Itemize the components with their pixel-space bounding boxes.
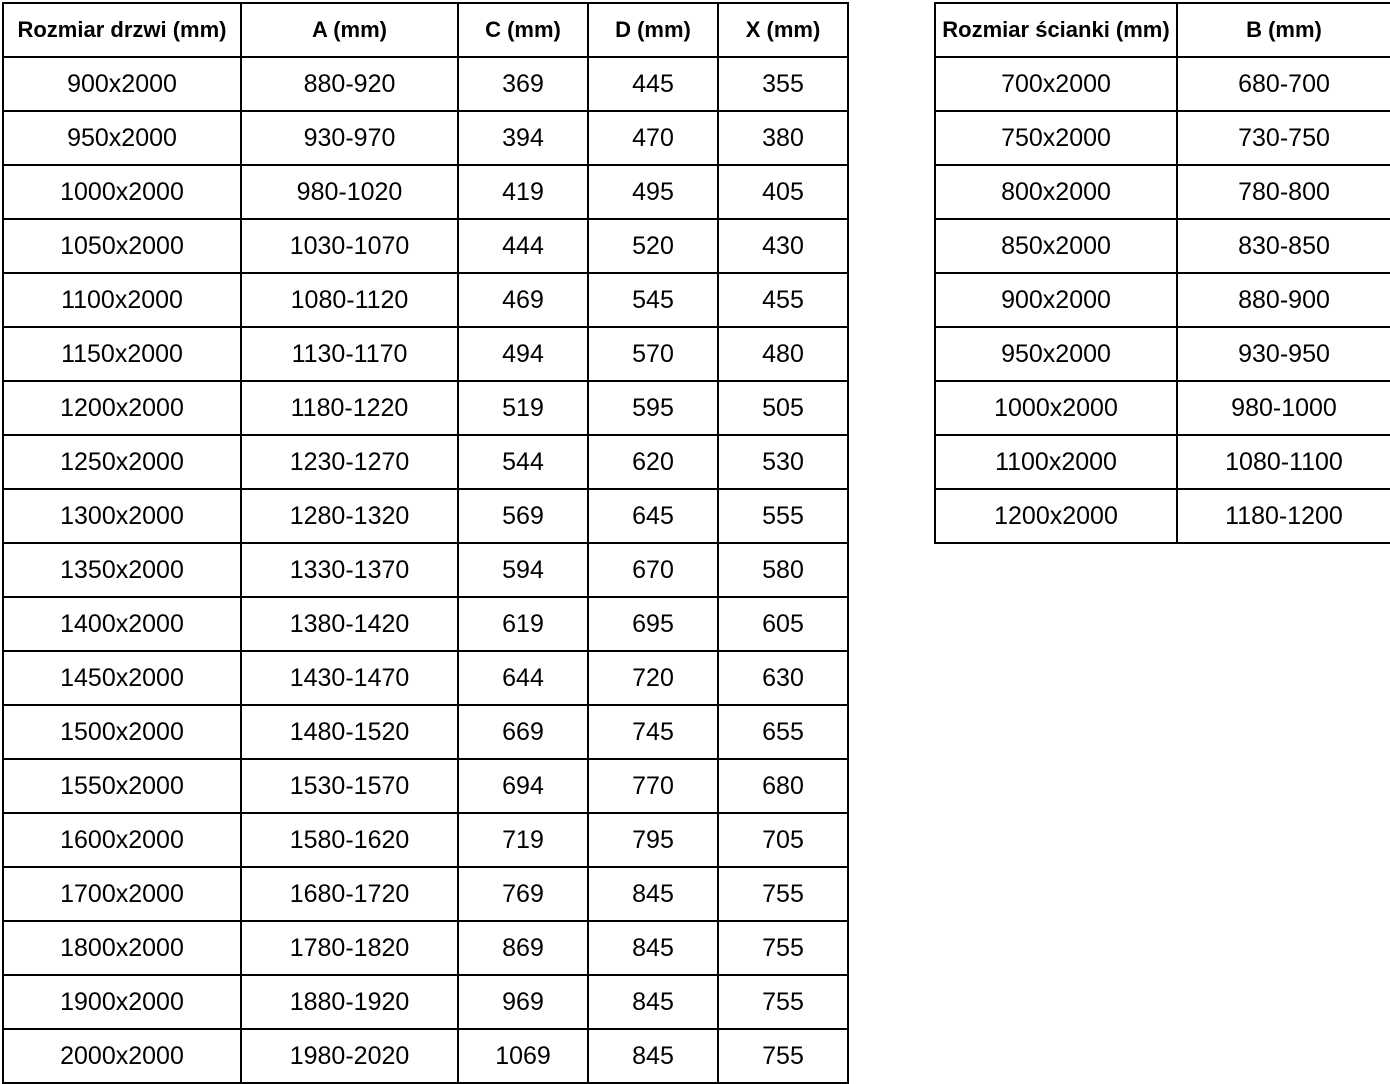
table-row [935, 111, 1390, 165]
table-row [3, 543, 848, 597]
table-cell: 745 [588, 705, 718, 759]
table-cell: 900x2000 [3, 57, 241, 111]
door-size-table [2, 2, 849, 1084]
table-row [3, 651, 848, 705]
table-cell: 394 [458, 111, 588, 165]
table-cell: 900x2000 [935, 273, 1177, 327]
table-cell: 444 [458, 219, 588, 273]
column-header: A (mm) [241, 3, 458, 57]
table-row [3, 921, 848, 975]
table-cell: 730-750 [1177, 111, 1390, 165]
table-cell: 605 [718, 597, 848, 651]
table-cell: 1200x2000 [3, 381, 241, 435]
table-cell: 694 [458, 759, 588, 813]
table-row [3, 165, 848, 219]
table-cell: 755 [718, 975, 848, 1029]
table-row [3, 273, 848, 327]
table-cell: 494 [458, 327, 588, 381]
door-table-header [3, 3, 848, 57]
table-cell: 1700x2000 [3, 867, 241, 921]
table-cell: 1280-1320 [241, 489, 458, 543]
column-header: Rozmiar drzwi (mm) [3, 3, 241, 57]
table-cell: 1600x2000 [3, 813, 241, 867]
table-cell: 594 [458, 543, 588, 597]
table-cell: 750x2000 [935, 111, 1177, 165]
table-cell: 1980-2020 [241, 1029, 458, 1083]
table-cell: 1480-1520 [241, 705, 458, 759]
column-header: X (mm) [718, 3, 848, 57]
table-cell: 530 [718, 435, 848, 489]
door-table-body [3, 57, 848, 1083]
table-cell: 2000x2000 [3, 1029, 241, 1083]
wall-size-table [934, 2, 1390, 544]
table-row [3, 759, 848, 813]
table-cell: 869 [458, 921, 588, 975]
table-row [935, 165, 1390, 219]
table-cell: 845 [588, 975, 718, 1029]
table-row [3, 435, 848, 489]
table-cell: 620 [588, 435, 718, 489]
table-row [3, 489, 848, 543]
table-cell: 369 [458, 57, 588, 111]
table-cell: 719 [458, 813, 588, 867]
table-cell: 755 [718, 921, 848, 975]
table-cell: 850x2000 [935, 219, 1177, 273]
table-cell: 619 [458, 597, 588, 651]
table-cell: 1400x2000 [3, 597, 241, 651]
table-row [935, 327, 1390, 381]
table-cell: 780-800 [1177, 165, 1390, 219]
wall-table-body [935, 57, 1390, 543]
table-cell: 1800x2000 [3, 921, 241, 975]
column-header: D (mm) [588, 3, 718, 57]
table-cell: 655 [718, 705, 848, 759]
table-row [3, 111, 848, 165]
table-row [3, 327, 848, 381]
table-cell: 1080-1120 [241, 273, 458, 327]
table-cell: 520 [588, 219, 718, 273]
table-cell: 1530-1570 [241, 759, 458, 813]
table-cell: 1500x2000 [3, 705, 241, 759]
table-cell: 880-900 [1177, 273, 1390, 327]
table-cell: 680-700 [1177, 57, 1390, 111]
table-cell: 1200x2000 [935, 489, 1177, 543]
table-cell: 1350x2000 [3, 543, 241, 597]
table-row [935, 273, 1390, 327]
table-cell: 570 [588, 327, 718, 381]
table-cell: 930-950 [1177, 327, 1390, 381]
table-cell: 419 [458, 165, 588, 219]
table-cell: 544 [458, 435, 588, 489]
table-cell: 1150x2000 [3, 327, 241, 381]
table-cell: 430 [718, 219, 848, 273]
table-cell: 1380-1420 [241, 597, 458, 651]
table-cell: 1680-1720 [241, 867, 458, 921]
table-cell: 1880-1920 [241, 975, 458, 1029]
table-cell: 480 [718, 327, 848, 381]
header-row [935, 3, 1390, 57]
table-cell: 455 [718, 273, 848, 327]
table-cell: 469 [458, 273, 588, 327]
table-row [935, 57, 1390, 111]
table-row [3, 381, 848, 435]
table-cell: 519 [458, 381, 588, 435]
table-cell: 800x2000 [935, 165, 1177, 219]
table-cell: 670 [588, 543, 718, 597]
table-cell: 669 [458, 705, 588, 759]
table-row [3, 813, 848, 867]
column-header: Rozmiar ścianki (mm) [935, 3, 1177, 57]
table-cell: 980-1020 [241, 165, 458, 219]
table-cell: 769 [458, 867, 588, 921]
table-cell: 700x2000 [935, 57, 1177, 111]
table-cell: 880-920 [241, 57, 458, 111]
table-cell: 845 [588, 867, 718, 921]
table-cell: 695 [588, 597, 718, 651]
table-row [3, 705, 848, 759]
table-cell: 1180-1200 [1177, 489, 1390, 543]
table-cell: 645 [588, 489, 718, 543]
table-cell: 795 [588, 813, 718, 867]
table-cell: 595 [588, 381, 718, 435]
table-row [935, 435, 1390, 489]
table-cell: 1250x2000 [3, 435, 241, 489]
table-cell: 1000x2000 [3, 165, 241, 219]
table-cell: 1580-1620 [241, 813, 458, 867]
table-cell: 630 [718, 651, 848, 705]
table-cell: 755 [718, 867, 848, 921]
table-cell: 950x2000 [935, 327, 1177, 381]
table-row [3, 219, 848, 273]
table-cell: 720 [588, 651, 718, 705]
table-cell: 1050x2000 [3, 219, 241, 273]
table-cell: 680 [718, 759, 848, 813]
table-cell: 1180-1220 [241, 381, 458, 435]
table-cell: 1080-1100 [1177, 435, 1390, 489]
table-row [935, 219, 1390, 273]
table-cell: 705 [718, 813, 848, 867]
wall-table-header [935, 3, 1390, 57]
table-cell: 1230-1270 [241, 435, 458, 489]
table-cell: 950x2000 [3, 111, 241, 165]
table-row [935, 489, 1390, 543]
table-cell: 1100x2000 [3, 273, 241, 327]
table-cell: 830-850 [1177, 219, 1390, 273]
table-cell: 1000x2000 [935, 381, 1177, 435]
table-cell: 495 [588, 165, 718, 219]
table-row [3, 975, 848, 1029]
table-cell: 569 [458, 489, 588, 543]
table-cell: 545 [588, 273, 718, 327]
table-row [3, 1029, 848, 1083]
table-cell: 1069 [458, 1029, 588, 1083]
table-cell: 1550x2000 [3, 759, 241, 813]
table-cell: 1780-1820 [241, 921, 458, 975]
table-cell: 505 [718, 381, 848, 435]
table-cell: 580 [718, 543, 848, 597]
table-row [3, 57, 848, 111]
column-header: C (mm) [458, 3, 588, 57]
table-cell: 930-970 [241, 111, 458, 165]
table-row [3, 597, 848, 651]
table-cell: 1330-1370 [241, 543, 458, 597]
table-cell: 1300x2000 [3, 489, 241, 543]
table-cell: 1100x2000 [935, 435, 1177, 489]
table-cell: 380 [718, 111, 848, 165]
column-header: B (mm) [1177, 3, 1390, 57]
table-cell: 355 [718, 57, 848, 111]
table-cell: 770 [588, 759, 718, 813]
table-row [3, 867, 848, 921]
table-row [935, 381, 1390, 435]
table-cell: 1030-1070 [241, 219, 458, 273]
table-cell: 555 [718, 489, 848, 543]
table-cell: 1430-1470 [241, 651, 458, 705]
table-cell: 644 [458, 651, 588, 705]
table-cell: 445 [588, 57, 718, 111]
table-cell: 969 [458, 975, 588, 1029]
table-cell: 1130-1170 [241, 327, 458, 381]
table-cell: 845 [588, 921, 718, 975]
table-cell: 1900x2000 [3, 975, 241, 1029]
table-cell: 980-1000 [1177, 381, 1390, 435]
table-cell: 1450x2000 [3, 651, 241, 705]
header-row [3, 3, 848, 57]
table-cell: 755 [718, 1029, 848, 1083]
table-cell: 470 [588, 111, 718, 165]
table-cell: 845 [588, 1029, 718, 1083]
table-cell: 405 [718, 165, 848, 219]
